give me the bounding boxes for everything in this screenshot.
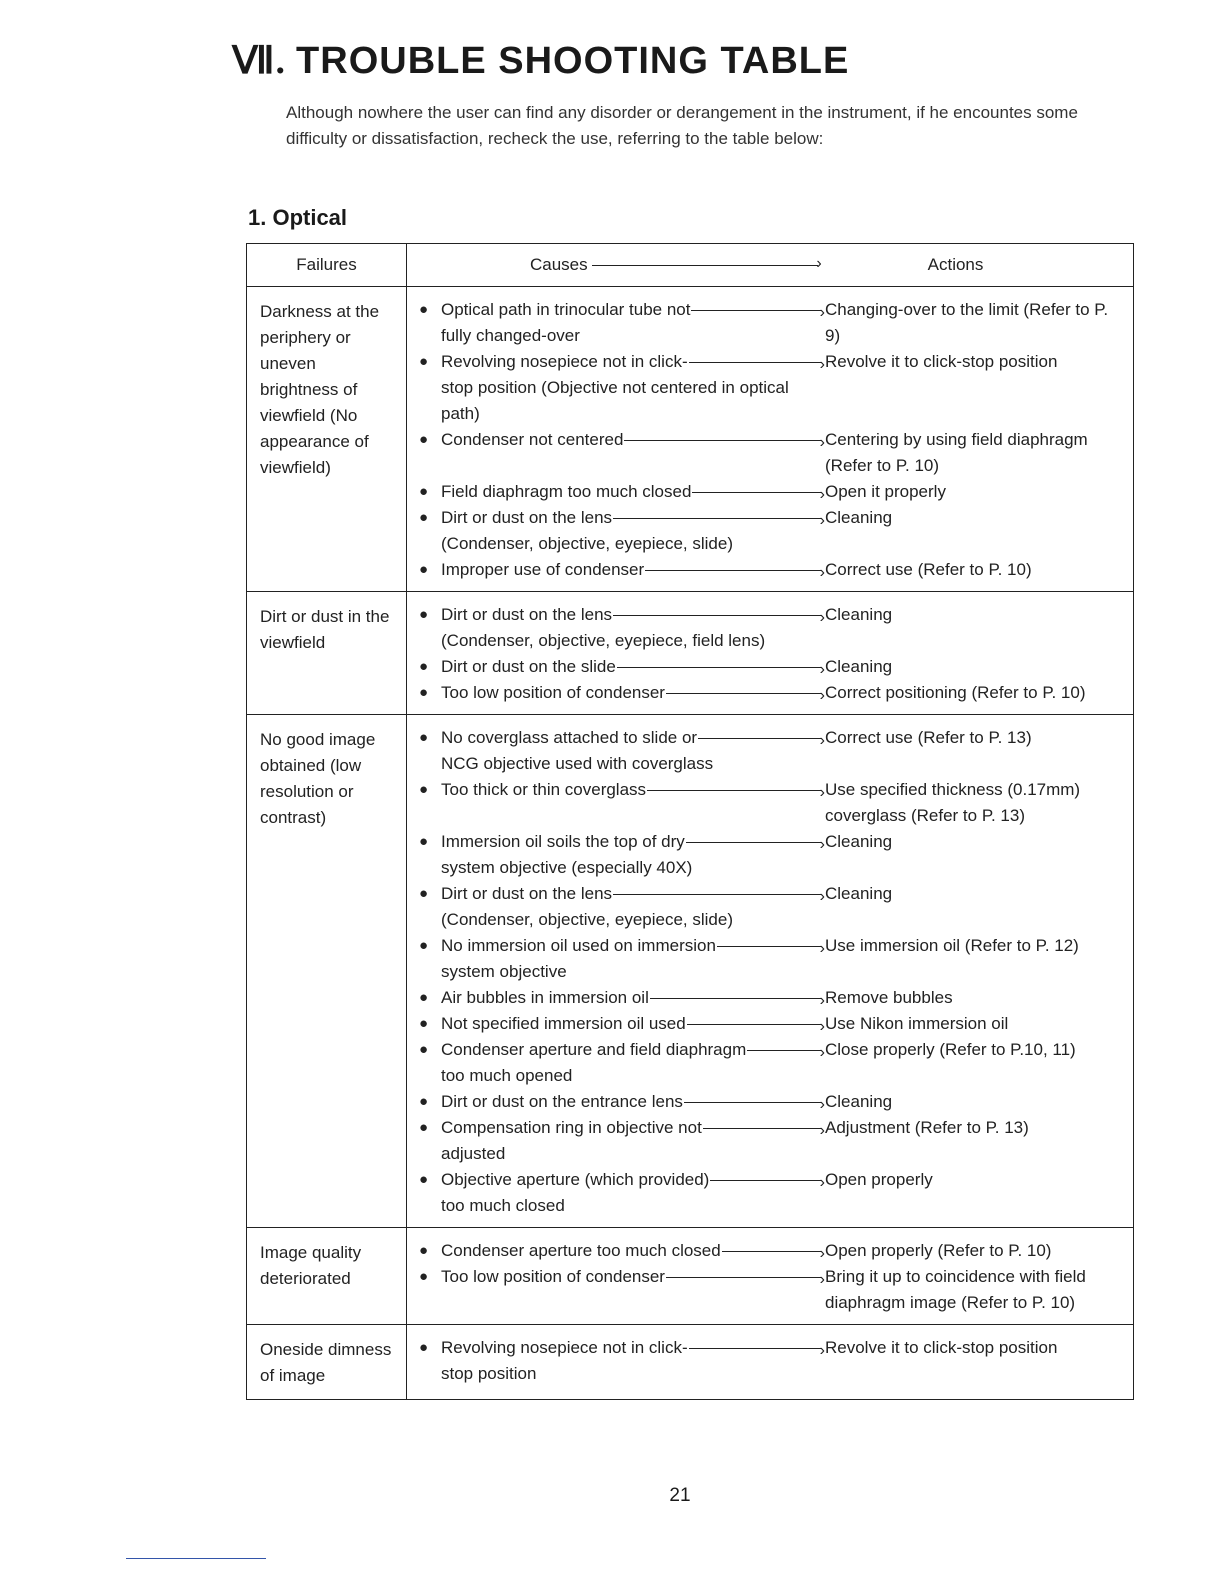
- action: Changing-over to the limit (Refer to P. 9): [825, 300, 1109, 345]
- action: Use Nikon immersion oil: [825, 1014, 1009, 1033]
- list-item: [419, 1115, 1127, 1167]
- action: Bring it up to coincidence with field diaphragm image (Refer to P. 10): [825, 1267, 1086, 1312]
- action: Remove bubbles: [825, 988, 953, 1007]
- cause-text: Dirt or dust on the lens: [441, 605, 613, 624]
- causes-actions-cell: [407, 287, 1134, 592]
- arrow-icon: [666, 1277, 821, 1278]
- table-row: [247, 592, 1134, 715]
- action: Close properly (Refer to P.10, 11): [825, 1040, 1076, 1059]
- bullet-icon: ●: [419, 1339, 429, 1356]
- cause-text: Revolving nosepiece not in click-: [441, 352, 688, 371]
- action: Cleaning: [825, 508, 893, 527]
- arrow-icon: [691, 310, 821, 311]
- cause-text: Compensation ring in objective not: [441, 1118, 702, 1137]
- arrow-icon: [613, 615, 821, 616]
- arrow-icon: [647, 790, 821, 791]
- bullet-icon: ●: [419, 1268, 429, 1285]
- action: Cleaning: [825, 884, 893, 903]
- cause: [441, 1335, 825, 1387]
- header-actions: Actions: [927, 255, 984, 274]
- action: Centering by using field diaphragm (Refer to P. 10): [825, 430, 1088, 475]
- intro-paragraph: Although nowhere the user can find any disorder or derangement in the instrument, if he encountes some difficulty or dissatisfaction, recheck the use, referring to the table below:: [286, 103, 1078, 148]
- cause: [441, 427, 825, 479]
- cause-continuation: (Condenser, objective, eyepiece, slide): [441, 910, 733, 929]
- arrow-icon: [692, 492, 821, 493]
- cause-text: Too thick or thin coverglass: [441, 780, 647, 799]
- action: Cleaning: [825, 657, 893, 676]
- cause: [441, 1089, 825, 1115]
- list-item: [419, 1089, 1127, 1115]
- arrow-icon: [617, 667, 821, 668]
- cause: [441, 349, 825, 427]
- action: Cleaning: [825, 832, 893, 851]
- arrow-icon: [710, 1180, 821, 1181]
- arrow-icon: [613, 894, 821, 895]
- action: Cleaning: [825, 1092, 893, 1111]
- cause: [441, 1037, 825, 1089]
- arrow-icon: [645, 570, 821, 571]
- bullet-icon: ●: [419, 1171, 429, 1188]
- cause: [441, 829, 825, 881]
- bullet-icon: ●: [419, 658, 429, 675]
- arrow-icon: [650, 998, 821, 999]
- action: Cleaning: [825, 605, 893, 624]
- action: Open properly: [825, 1170, 933, 1189]
- cause-text: Not specified immersion oil used: [441, 1014, 686, 1033]
- list-item: [419, 1264, 1127, 1316]
- action: Use specified thickness (0.17mm) coverglass (Refer to P. 13): [825, 780, 1081, 825]
- arrow-icon: [613, 518, 821, 519]
- cause-continuation: adjusted: [441, 1144, 506, 1163]
- cause: [441, 1167, 825, 1219]
- arrow-icon: [687, 1024, 821, 1025]
- cause-continuation: stop position: [441, 1364, 537, 1383]
- arrow-icon: [666, 693, 821, 694]
- failure-cell: Darkness at the periphery or uneven brightness of viewfield (No appearance of viewfield): [247, 287, 407, 592]
- list-item: [419, 1335, 1127, 1387]
- cause-text: Dirt or dust on the entrance lens: [441, 1092, 683, 1111]
- list-item: [419, 725, 1127, 777]
- arrow-icon: [717, 946, 821, 947]
- cause-continuation: system objective (especially 40X): [441, 858, 693, 877]
- chapter-number: Ⅶ.: [232, 40, 287, 82]
- table-row: [247, 715, 1134, 1228]
- cause: [441, 1264, 825, 1316]
- action: Correct use (Refer to P. 13): [825, 728, 1032, 747]
- action: Revolve it to click-stop position: [825, 1338, 1058, 1357]
- cause-text: Too low position of condenser: [441, 683, 665, 702]
- list-item: [419, 1238, 1127, 1264]
- cause: [441, 680, 825, 706]
- action: Open it properly: [825, 482, 946, 501]
- bullet-icon: ●: [419, 729, 429, 746]
- cause: [441, 479, 825, 505]
- causes-actions-cell: [407, 1228, 1134, 1325]
- cause: [441, 297, 825, 349]
- cause: [441, 1238, 825, 1264]
- list-item: [419, 654, 1127, 680]
- table-row: [247, 1325, 1134, 1400]
- action: Correct use (Refer to P. 10): [825, 560, 1032, 579]
- cause-text: Condenser not centered: [441, 430, 624, 449]
- bullet-icon: ●: [419, 1242, 429, 1259]
- bullet-icon: ●: [419, 781, 429, 798]
- failure-cell: No good image obtained (low resolution or contrast): [247, 715, 407, 1228]
- arrow-icon: [689, 362, 821, 363]
- cause: [441, 933, 825, 985]
- cause: [441, 602, 825, 654]
- bullet-icon: ●: [419, 353, 429, 370]
- bullet-icon: ●: [419, 1015, 429, 1032]
- list-item: [419, 505, 1127, 557]
- arrow-icon: [684, 1102, 821, 1103]
- page-title: [232, 38, 849, 83]
- cause-continuation: too much opened: [441, 1066, 573, 1085]
- action: Revolve it to click-stop position: [825, 352, 1058, 371]
- cause: [441, 654, 825, 680]
- list-item: [419, 297, 1127, 349]
- cause-text: Field diaphragm too much closed: [441, 482, 692, 501]
- cause-text: No coverglass attached to slide or: [441, 728, 698, 747]
- cause-text: No immersion oil used on immersion: [441, 936, 716, 955]
- cause-continuation: (Condenser, objective, eyepiece, slide): [441, 534, 733, 553]
- list-item: [419, 1011, 1127, 1037]
- cause-text: Dirt or dust on the slide: [441, 657, 616, 676]
- failure-cell: Image quality deteriorated: [247, 1228, 407, 1325]
- cause: [441, 725, 825, 777]
- table-row: [247, 1228, 1134, 1325]
- list-item: [419, 933, 1127, 985]
- list-item: [419, 349, 1127, 427]
- cause-text: Dirt or dust on the lens: [441, 884, 613, 903]
- cause-text: Objective aperture (which provided): [441, 1170, 710, 1189]
- bullet-icon: ●: [419, 483, 429, 500]
- arrow-icon: [698, 738, 821, 739]
- bullet-icon: ●: [419, 1041, 429, 1058]
- arrow-icon: [592, 265, 818, 266]
- bullet-icon: ●: [419, 1093, 429, 1110]
- list-item: [419, 881, 1127, 933]
- arrow-icon: [689, 1348, 821, 1349]
- cause-continuation: fully changed-over: [441, 326, 580, 345]
- failure-cell: Oneside dimness of image: [247, 1325, 407, 1400]
- cause: [441, 505, 825, 557]
- cause-text: Too low position of condenser: [441, 1267, 665, 1286]
- cause: [441, 881, 825, 933]
- arrow-icon: [722, 1251, 821, 1252]
- list-item: [419, 479, 1127, 505]
- arrow-icon: [686, 842, 821, 843]
- bullet-icon: ●: [419, 684, 429, 701]
- causes-actions-cell: [407, 592, 1134, 715]
- header-causes-actions: [407, 244, 1134, 287]
- list-item: [419, 557, 1127, 583]
- causes-actions-cell: [407, 715, 1134, 1228]
- cause-continuation: NCG objective used with coverglass: [441, 754, 714, 773]
- cause-text: Air bubbles in immersion oil: [441, 988, 649, 1007]
- cause-text: Immersion oil soils the top of dry: [441, 832, 685, 851]
- cause: [441, 557, 825, 583]
- bullet-icon: ●: [419, 509, 429, 526]
- action: Use immersion oil (Refer to P. 12): [825, 936, 1079, 955]
- table-header-row: [247, 244, 1134, 287]
- bullet-icon: ●: [419, 833, 429, 850]
- bullet-icon: ●: [419, 937, 429, 954]
- cause-text: Condenser aperture too much closed: [441, 1241, 721, 1260]
- cause-text: Improper use of condenser: [441, 560, 645, 579]
- cause-continuation: (Condenser, objective, eyepiece, field lens): [441, 631, 766, 650]
- list-item: [419, 680, 1127, 706]
- arrow-icon: [747, 1050, 821, 1051]
- cause: [441, 1115, 825, 1167]
- section-title: 1. Optical: [248, 205, 348, 230]
- cause: [441, 777, 825, 829]
- cause: [441, 985, 825, 1011]
- bullet-icon: ●: [419, 885, 429, 902]
- list-item: [419, 777, 1127, 829]
- action: Correct positioning (Refer to P. 10): [825, 683, 1086, 702]
- list-item: [419, 427, 1127, 479]
- cause-text: Optical path in trinocular tube not: [441, 300, 691, 319]
- bullet-icon: ●: [419, 1119, 429, 1136]
- header-causes: Causes: [530, 255, 588, 274]
- action: Open properly (Refer to P. 10): [825, 1241, 1052, 1260]
- cause-text: Revolving nosepiece not in click-: [441, 1338, 688, 1357]
- troubleshooting-table: [246, 243, 1134, 1400]
- bullet-icon: ●: [419, 561, 429, 578]
- table-row: [247, 287, 1134, 592]
- cause-continuation: stop position (Objective not centered in optical path): [441, 378, 789, 423]
- cause-text: Condenser aperture and field diaphragm: [441, 1040, 747, 1059]
- failure-cell: Dirt or dust in the viewfield: [247, 592, 407, 715]
- list-item: [419, 1037, 1127, 1089]
- arrow-icon: [624, 440, 821, 441]
- list-item: [419, 829, 1127, 881]
- header-failures: Failures: [247, 244, 407, 287]
- chapter-title: TROUBLE SHOOTING TABLE: [296, 40, 850, 82]
- cause-text: Dirt or dust on the lens: [441, 508, 613, 527]
- list-item: [419, 602, 1127, 654]
- action: Adjustment (Refer to P. 13): [825, 1118, 1029, 1137]
- page-number: 21: [669, 1485, 691, 1506]
- list-item: [419, 1167, 1127, 1219]
- bullet-icon: ●: [419, 301, 429, 318]
- footer-rule: [126, 1558, 266, 1559]
- bullet-icon: ●: [419, 606, 429, 623]
- cause-continuation: too much closed: [441, 1196, 565, 1215]
- bullet-icon: ●: [419, 989, 429, 1006]
- bullet-icon: ●: [419, 431, 429, 448]
- arrow-icon: [703, 1128, 821, 1129]
- list-item: [419, 985, 1127, 1011]
- causes-actions-cell: [407, 1325, 1134, 1400]
- cause-continuation: system objective: [441, 962, 567, 981]
- cause: [441, 1011, 825, 1037]
